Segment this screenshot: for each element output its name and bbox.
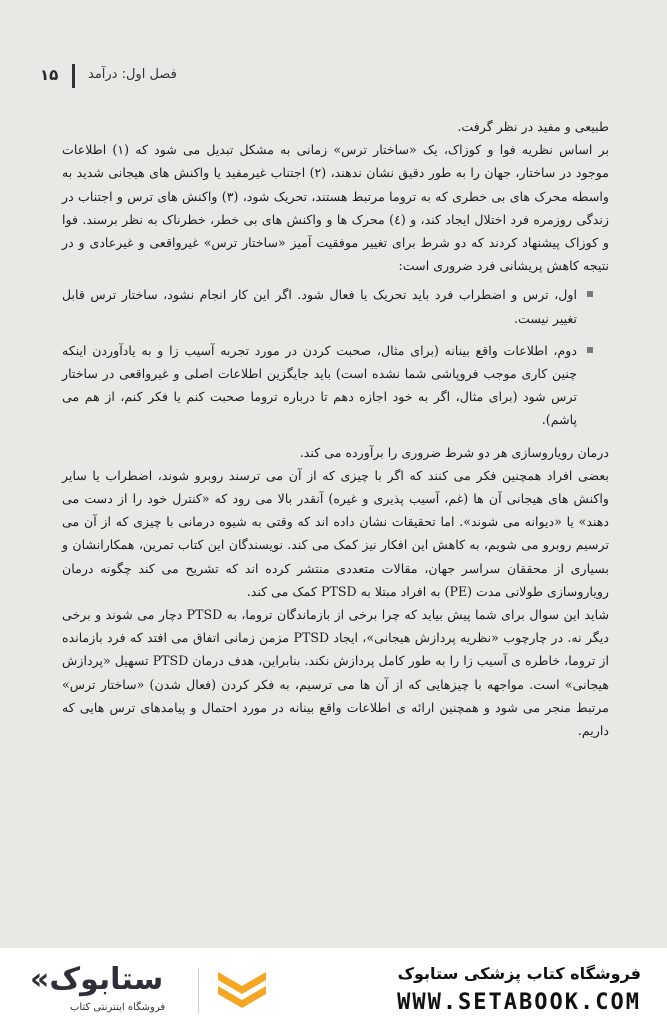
header-divider	[72, 64, 75, 88]
paragraph-2: بر اساس نظریه فوا و کوزاک، یک «ساختار ترس» زمانی به مشکل تبدیل می شود که (۱) اطلاعات موجود در ساختار، جهان را به طور دقیق نشان ندهند، (۲) اجتناب غیرمفید یا واکنش های هیجانی شدید به واسطه محرک های بی خطری که به تروما مرتبط هستند، تحریک شود، (۳) واکنش های ترس و اجتناب در زندگی روزمره فرد اختلال ایجاد کند، و (٤) محرک ها و واکنش های بی خطر، خطرناک به نظر برسند. فوا و کوزاک پیشنهاد کردند که دو شرط برای تغییر موفقیت آمیز «ساختار ترس» غیرواقعی و غیرعادی و در نتیجه کاهش پریشانی فرد ضروری است:	[62, 142, 610, 274]
bullet-square-icon	[587, 291, 593, 297]
bullet-text-1: اول، ترس و اضطراب فرد باید تحریک یا فعال شود. اگر این کار انجام نشود، ساختار ترس قابل تغییر نیست.	[62, 287, 577, 326]
bullet-text-2: دوم، اطلاعات واقع بینانه (برای مثال، صحبت کردن در مورد تجربه آسیب زا و به یادآوردن اینکه چنین کاری موجب فروپاشی شما نشده است) باید جایگزین اطلاعات اصلی و غیرواقعی در ساختار ترس شود (برای مثال، اگر به خود اجازه دهم تا درباره تروما صحبت کنم یا فکر کنم، از هم می پاشم).	[62, 342, 577, 428]
store-url-link[interactable]: WWW.SETABOOK.COM	[397, 990, 641, 1015]
paragraph-5: شاید این سوال برای شما پیش بیاید که چرا برخی از بازماندگان تروما، به PTSD دچار می شوند و برخی دیگر نه. در چارچوب «نظریه پردازش هیجانی»، ایجاد PTSD مزمن زمانی اتفاق می افتد که فرد بازمانده از تروما، خاطره ی آسیب زا را به طور کامل پردازش نکند. بنابراین، هدف درمان PTSD تسهیل «پردازش هیجانی» است. مواجهه با چیزهایی که از آن ها می ترسیم، به فکر کردن (فعال شدن) «ساختار ترس» مرتبط منجر می شود و همچنین ارائه ی اطلاعات واقع بینانه در مورد احتمال و پیامدهای ترس هایی که داریم.	[62, 607, 610, 739]
chapter-title: فصل اول: درآمد	[88, 67, 177, 82]
page-number: ۱۵	[40, 66, 59, 84]
logo-divider	[198, 968, 199, 1014]
page-body	[62, 115, 609, 742]
logo-text: «ستابوک	[30, 962, 164, 997]
page-header	[28, 62, 639, 92]
logo-chevron-icon	[212, 966, 272, 1014]
logo-subtitle: فروشگاه اینترنتی کتاب	[70, 1002, 166, 1013]
store-footer	[0, 948, 667, 1024]
setabook-logo[interactable]	[30, 962, 290, 1016]
bullet-square-icon	[587, 347, 593, 353]
bullet-list	[62, 283, 595, 431]
bullet-item	[62, 283, 595, 329]
paragraph-3: درمان رویاروسازی هر دو شرط ضروری را برآورده می کند.	[299, 444, 609, 460]
bullet-item	[62, 339, 595, 432]
store-name: فروشگاه کتاب پزشکی ستابوک	[397, 964, 641, 983]
paragraph-1: طبیعی و مفید در نظر گرفت.	[457, 119, 609, 134]
paragraph-4: بعضی افراد همچنین فکر می کنند که اگر با چیزی که از آن می ترسند روبرو شوند، اضطراب یا سایر واکنش های هیجانی آن ها (غم، آسیب پذیری و غیره) آنقدر بالا می رود که «کنترل خود را از دست می دهند» یا «دیوانه می شوند». اما تحقیقات نشان داده اند که وقتی به شیوه درمانی با چیزی که از آن می ترسیم روبرو می شویم، به کاهش این افکار نیز کمک می کند. نویسندگان این کتاب تمرین، همکارانشان و بسیاری از محققان سراسر جهان، مقالات متعددی منتشر کرده اند که تشریح می کند چگونه درمان رویاروسازی طولانی مدت (PE) به افراد مبتلا به PTSD کمک می کند.	[62, 467, 609, 599]
